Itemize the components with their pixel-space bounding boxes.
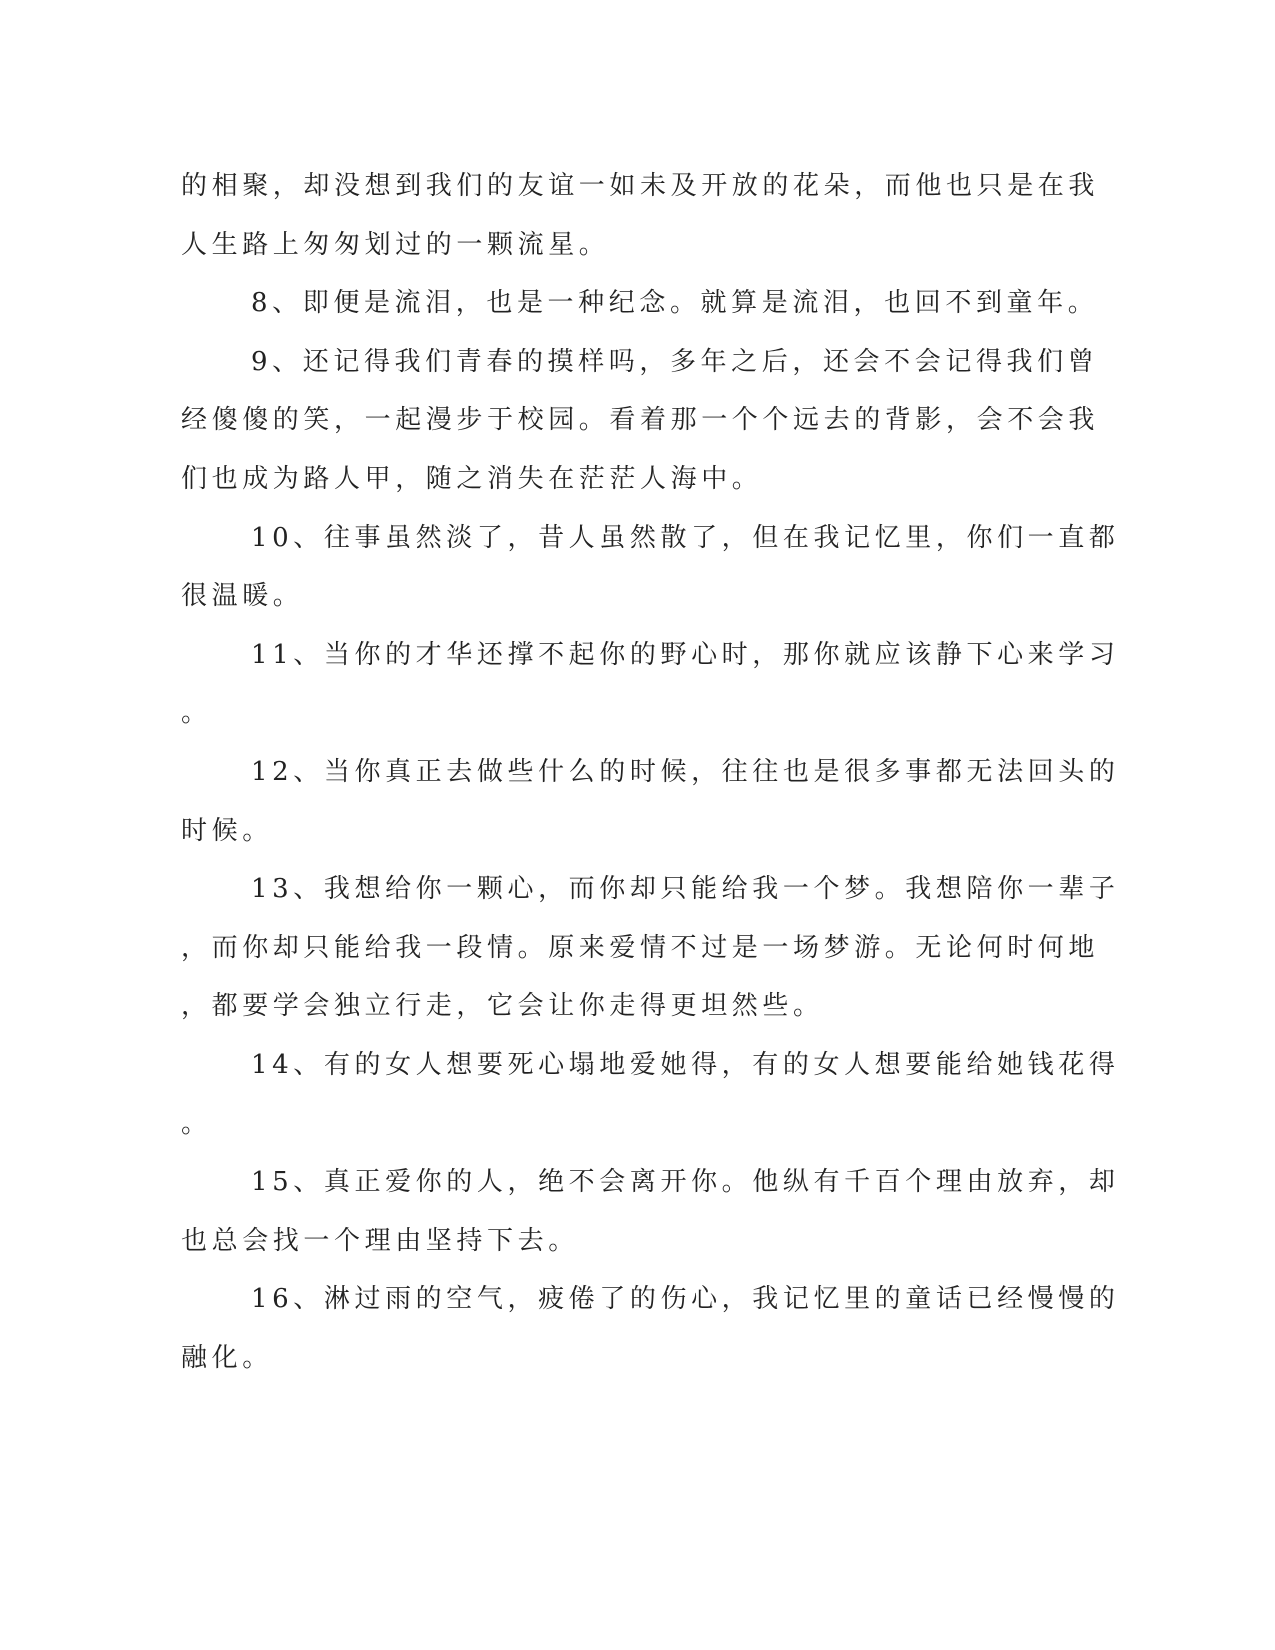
- text-line: 13、我想给你一颗心，而你却只能给我一个梦。我想陪你一辈子: [251, 874, 1120, 905]
- text-line: 人生路上匆匆划过的一颗流星。: [181, 229, 610, 260]
- text-line: 们也成为路人甲，随之消失在茫茫人海中。: [181, 463, 763, 494]
- text-line: 11、当你的才华还撑不起你的野心时，那你就应该静下心来学习: [251, 639, 1120, 670]
- text-line: 16、淋过雨的空气，疲倦了的伤心，我记忆里的童话已经慢慢的: [251, 1284, 1120, 1315]
- document-body: [181, 157, 1120, 1387]
- text-line: 。: [181, 698, 212, 729]
- text-line: 9、还记得我们青春的摸样吗，多年之后，还会不会记得我们曾: [251, 346, 1099, 377]
- text-line: 经傻傻的笑，一起漫步于校园。看着那一个个远去的背影，会不会我: [181, 405, 1100, 436]
- text-line: 时候。: [181, 815, 273, 846]
- text-line: 也总会找一个理由坚持下去。: [181, 1225, 579, 1256]
- text-line: ，都要学会独立行走，它会让你走得更坦然些。: [181, 991, 824, 1022]
- text-line: 15、真正爱你的人，绝不会离开你。他纵有千百个理由放弃，却: [251, 1167, 1120, 1198]
- text-line: 8、即便是流泪，也是一种纪念。就算是流泪，也回不到童年。: [251, 288, 1099, 319]
- text-line: 14、有的女人想要死心塌地爱她得，有的女人想要能给她钱花得: [251, 1049, 1120, 1080]
- text-line: 12、当你真正去做些什么的时候，往往也是很多事都无法回头的: [251, 756, 1120, 787]
- text-line: 融化。: [181, 1342, 273, 1373]
- text-line: 。: [181, 1108, 212, 1139]
- text-line: 很温暖。: [181, 581, 304, 612]
- text-line: ，而你却只能给我一段情。原来爱情不过是一场梦游。无论何时何地: [181, 932, 1100, 963]
- text-line: 的相聚，却没想到我们的友谊一如未及开放的花朵，而他也只是在我: [181, 171, 1100, 201]
- text-line: 10、往事虽然淡了，昔人虽然散了，但在我记忆里，你们一直都: [251, 522, 1120, 553]
